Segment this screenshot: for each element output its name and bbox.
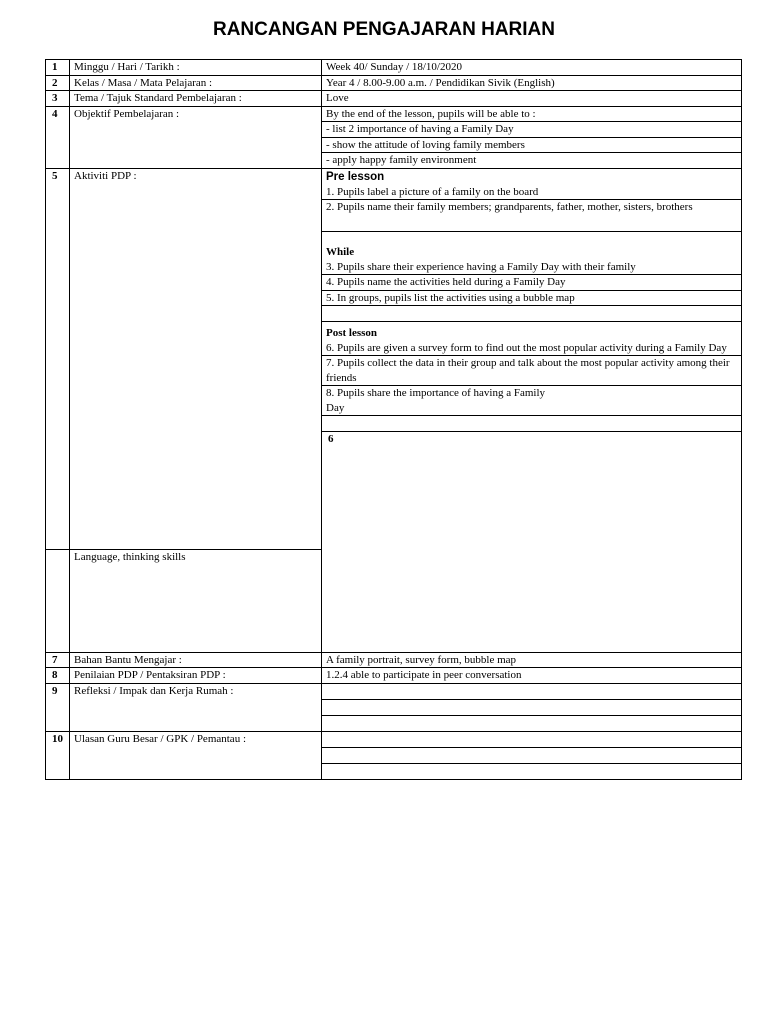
blank-cell [322,715,742,731]
row-label: Refleksi / Impak dan Kerja Rumah : [70,683,322,731]
table-row [46,668,742,684]
row-number: 1 [46,60,70,76]
table-row [46,168,742,200]
row-number: 10 [46,731,70,779]
table-row [46,91,742,107]
objective-line: By the end of the lesson, pupils will be able to : [322,106,742,122]
row-value: Language, thinking skills [70,550,322,653]
activity-post-lesson [322,322,742,356]
table-row [46,683,742,699]
activity-step: 5. In groups, pupils list the activities using a bubble map [322,290,742,306]
row-value: Week 40/ Sunday / 18/10/2020 [322,60,742,76]
row-value: 1.2.4 able to participate in peer conversation [322,668,742,684]
row-label: Minggu / Hari / Tarikh : [70,60,322,76]
row-number: 4 [46,106,70,168]
row-label: Bahan Bantu Mengajar : [70,652,322,668]
objective-line: - show the attitude of loving family members [322,137,742,153]
activity-while [322,232,742,275]
table-row [46,731,742,747]
page-title: RANCANGAN PENGAJARAN HARIAN [212,19,555,40]
row-number: 9 [46,683,70,731]
table-row [46,106,742,122]
blank-cell [322,699,742,715]
activity-step-8 [322,386,742,416]
activity-step: 2. Pupils name their family members; grandparents, father, mother, sisters, brothers [322,200,742,232]
activity-pre-lesson [322,168,742,200]
blank-cell [322,763,742,779]
objective-line: - apply happy family environment [322,153,742,169]
row-value: Love [322,91,742,107]
activity-step: 6. Pupils are given a survey form to find out the most popular activity during a Family Day [326,341,727,354]
row-label: Objektif Pembelajaran : [70,106,322,168]
blank-cell [322,306,742,322]
row-number: 8 [46,668,70,684]
table-row [46,652,742,668]
pre-lesson-heading: Pre lesson [326,170,385,183]
blank-cell [322,416,742,432]
blank-cell [322,747,742,763]
table-row [46,60,742,76]
row-label: Kelas / Masa / Mata Pelajaran : [70,75,322,91]
activity-step-continued: Day [326,401,345,414]
activity-step: 4. Pupils name the activities held during a Family Day [322,275,742,291]
row-number: 2 [46,75,70,91]
blank-cell [322,683,742,699]
row-value: A family portrait, survey form, bubble map [322,652,742,668]
blank-cell [322,731,742,747]
objective-line: - list 2 importance of having a Family Day [322,122,742,138]
lesson-plan-table [45,59,742,780]
row-label: Tema / Tajuk Standard Pembelajaran : [70,91,322,107]
row-number: 3 [46,91,70,107]
row-label: Aktiviti PDP : [70,168,322,550]
activity-step: 8. Pupils share the importance of having a Family [326,387,546,399]
post-lesson-heading: Post lesson [326,327,378,339]
row-number: 6 [322,432,742,653]
row-label: Penilaian PDP / Pentaksiran PDP : [70,668,322,684]
row-label: Ulasan Guru Besar / GPK / Pemantau : [70,731,322,779]
row-sublabel [46,550,70,653]
activity-step: 3. Pupils share their experience having a Family Day with their family [326,260,636,273]
row-number: 7 [46,652,70,668]
activity-step: 1. Pupils label a picture of a family on the board [326,185,539,198]
activity-step: 7. Pupils collect the data in their group and talk about the most popular activity among their friends [322,356,742,386]
row-value: Year 4 / 8.00-9.00 a.m. / Pendidikan Sivik (English) [322,75,742,91]
row-number: 5 [46,168,70,550]
table-row [46,75,742,91]
while-heading: While [326,246,355,258]
